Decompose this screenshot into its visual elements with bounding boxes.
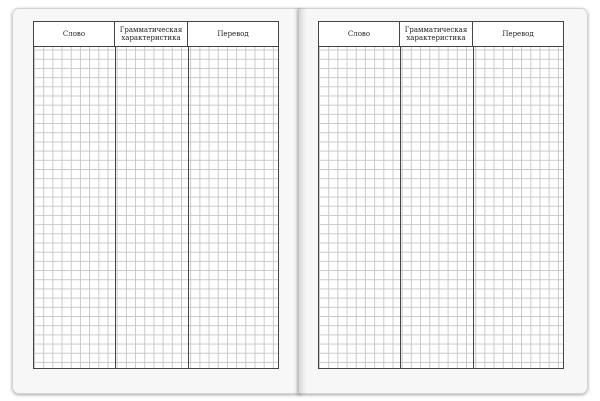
table-header-right xyxy=(319,22,563,47)
column-divider xyxy=(115,46,116,368)
header-translation: Перевод xyxy=(502,30,534,38)
column-divider xyxy=(188,46,189,368)
left-page xyxy=(12,8,302,394)
header-word: Слово xyxy=(319,22,400,46)
header-grammar: Грамматическая характеристика xyxy=(400,22,473,46)
header-translation: Перевод xyxy=(217,30,249,38)
table-header-left xyxy=(34,22,278,47)
column-divider xyxy=(473,46,474,368)
column-divider xyxy=(400,46,401,368)
header-word: Слово xyxy=(34,22,115,46)
vocabulary-table-left xyxy=(33,21,279,369)
vocabulary-table-right xyxy=(318,21,564,369)
right-page xyxy=(298,8,588,394)
header-grammar: Грамматическая характеристика xyxy=(115,22,188,46)
